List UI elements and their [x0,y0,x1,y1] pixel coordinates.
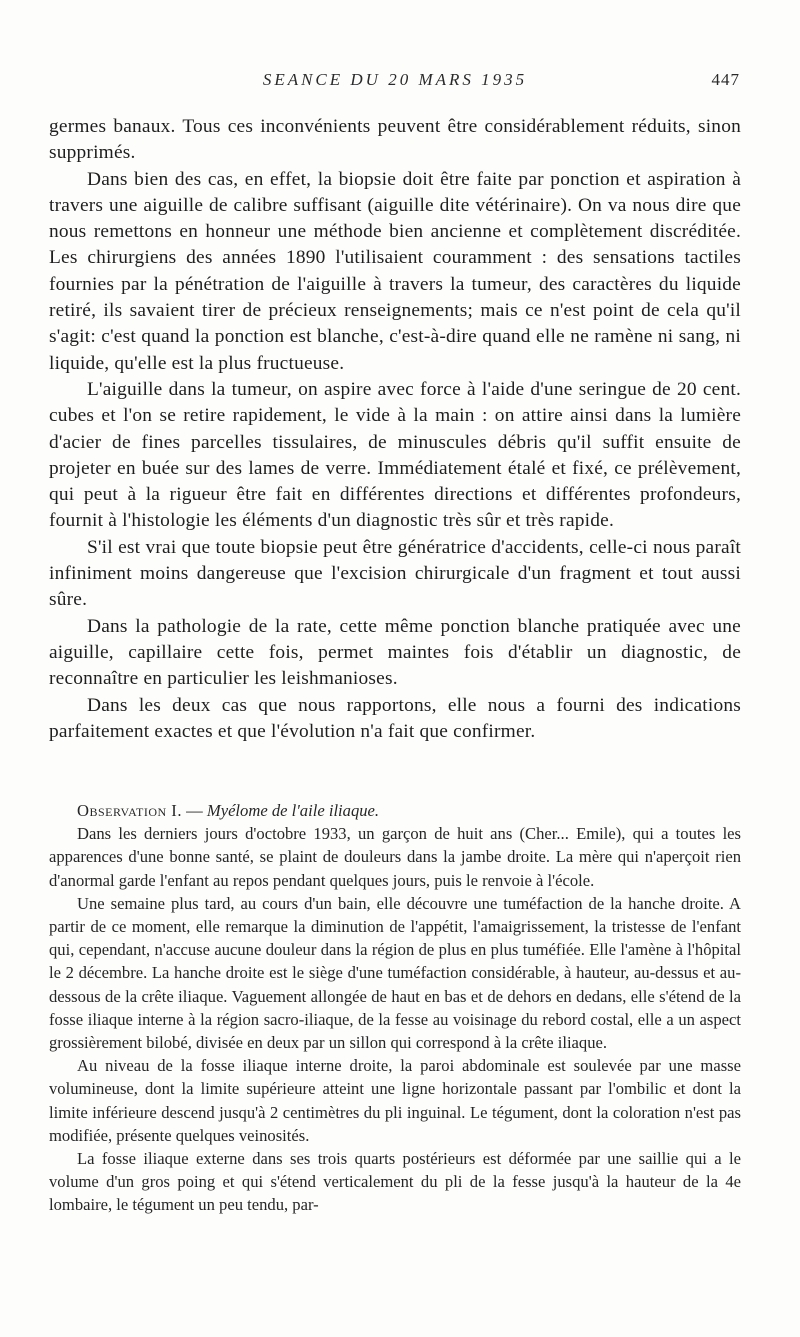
main-text [49,114,741,745]
observation-paragraph-2: Une semaine plus tard, au cours d'un bain, elle découvre une tuméfaction de la hanche droite. A partir de ce moment, elle remarque la diminution de l'appétit, l'amaigrissement, la tristesse de l'enfant qui, cependant, n'accuse aucune douleur dans la région de plus en plus tuméfiée. Elle l'amène à l'hôpital le 2 décembre. La hanche droite est le siège d'une tuméfaction considérable, à hauteur, au-dessus et au-dessous de la crête iliaque. Vaguement allongée de haut en bas et de dehors en dedans, elle s'étend de la fosse iliaque interne à la région sacro-iliaque, de la fesse au voisinage du rebord costal, elle a un aspect grossièrement bilobé, divisée en deux par un sillon qui correspond à la crête iliaque. [49,893,741,1053]
observation-section [49,799,741,1217]
observation-paragraph-3: Au niveau de la fosse iliaque interne droite, la paroi abdominale est soulevée par une masse volumineuse, dont la limite supérieure atteint une ligne horizontale passant par l'ombilic et dont la limite inférieure descend jusqu'à 2 centimètres du pli inguinal. Le tégument, dont la coloration n'est pas modifiée, présente quelques veinosités. [49,1056,741,1145]
running-title: SEANCE DU 20 MARS 1935 [262,70,528,89]
page-number: 447 [711,70,740,89]
paragraph-1: germes banaux. Tous ces inconvénients peuvent être considérablement réduits, sinon supprimés. [49,116,741,164]
observation-heading [49,799,741,822]
observation-paragraph-1: Dans les derniers jours d'octobre 1933, un garçon de huit ans (Cher... Emile), qui a toutes les apparences d'une bonne santé, se plaint de douleurs dans la jambe droite. La mère qui n'aperçoit rien d'anormal garde l'enfant au repos pendant quelques jours, puis le renvoie à l'école. [49,824,741,890]
paragraph-2: Dans bien des cas, en effet, la biopsie doit être faite par ponction et aspiration à travers une aiguille de calibre suffisant (aiguille dite vétérinaire). On va nous dire que nous remettons en honneur une méthode bien ancienne et complètement discréditée. Les chirurgiens des années 1890 l'utilisaient couramment : des sensations tactiles fournies par la pénétration de l'aiguille à travers la tumeur, des caractères du liquide retiré, ils savaient tirer de précieux renseignements; mais ce n'est point de cela qu'il s'agit: c'est quand la ponction est blanche, c'est-à-dire quand elle ne ramène ni sang, ni liquide, qu'elle est la plus fructueuse. [49,168,741,374]
observation-paragraph-4: La fosse iliaque externe dans ses trois quarts postérieurs est déformée par une saillie qui a le volume d'un gros poing et qui s'étend verticalement du pli de la fesse jusqu'à la hauteur de la 4e lombaire, le tégument un peu tendu, par- [49,1149,741,1215]
paragraph-6: Dans les deux cas que nous rapportons, elle nous a fourni des indications parfaitement exactes et que l'évolution n'a fait que confirmer. [49,694,741,742]
observation-title: Myélome de l'aile iliaque. [206,801,380,820]
observation-dash: — [181,801,207,820]
paragraph-5: Dans la pathologie de la rate, cette même ponction blanche pratiquée avec une aiguille, capillaire cette fois, permet maintes fois d'établir un diagnostic, de reconnaître en particulier les leishmanioses. [49,615,741,690]
running-head [50,70,740,98]
paragraph-3: L'aiguille dans la tumeur, on aspire avec force à l'aide d'une seringue de 20 cent. cubes et l'on se retire rapidement, le vide à la main : on attire ainsi dans la lumière d'acier de fines parcelles tissulaires, de minuscules débris qu'il suffit ensuite de projeter en buée sur des lames de verre. Immédiatement étalé et fixé, ce prélèvement, qui peut à la rigueur être fait en différentes directions et différentes profondeurs, fournit à l'histologie les éléments d'un diagnostic très sûr et très rapide. [49,378,741,532]
paragraph-4: S'il est vrai que toute biopsie peut être génératrice d'accidents, celle-ci nous paraît infiniment moins dangereuse que l'excision chirurgicale d'un fragment et tout aussi sûre. [49,536,741,611]
observation-label: Observation I. [77,801,182,820]
